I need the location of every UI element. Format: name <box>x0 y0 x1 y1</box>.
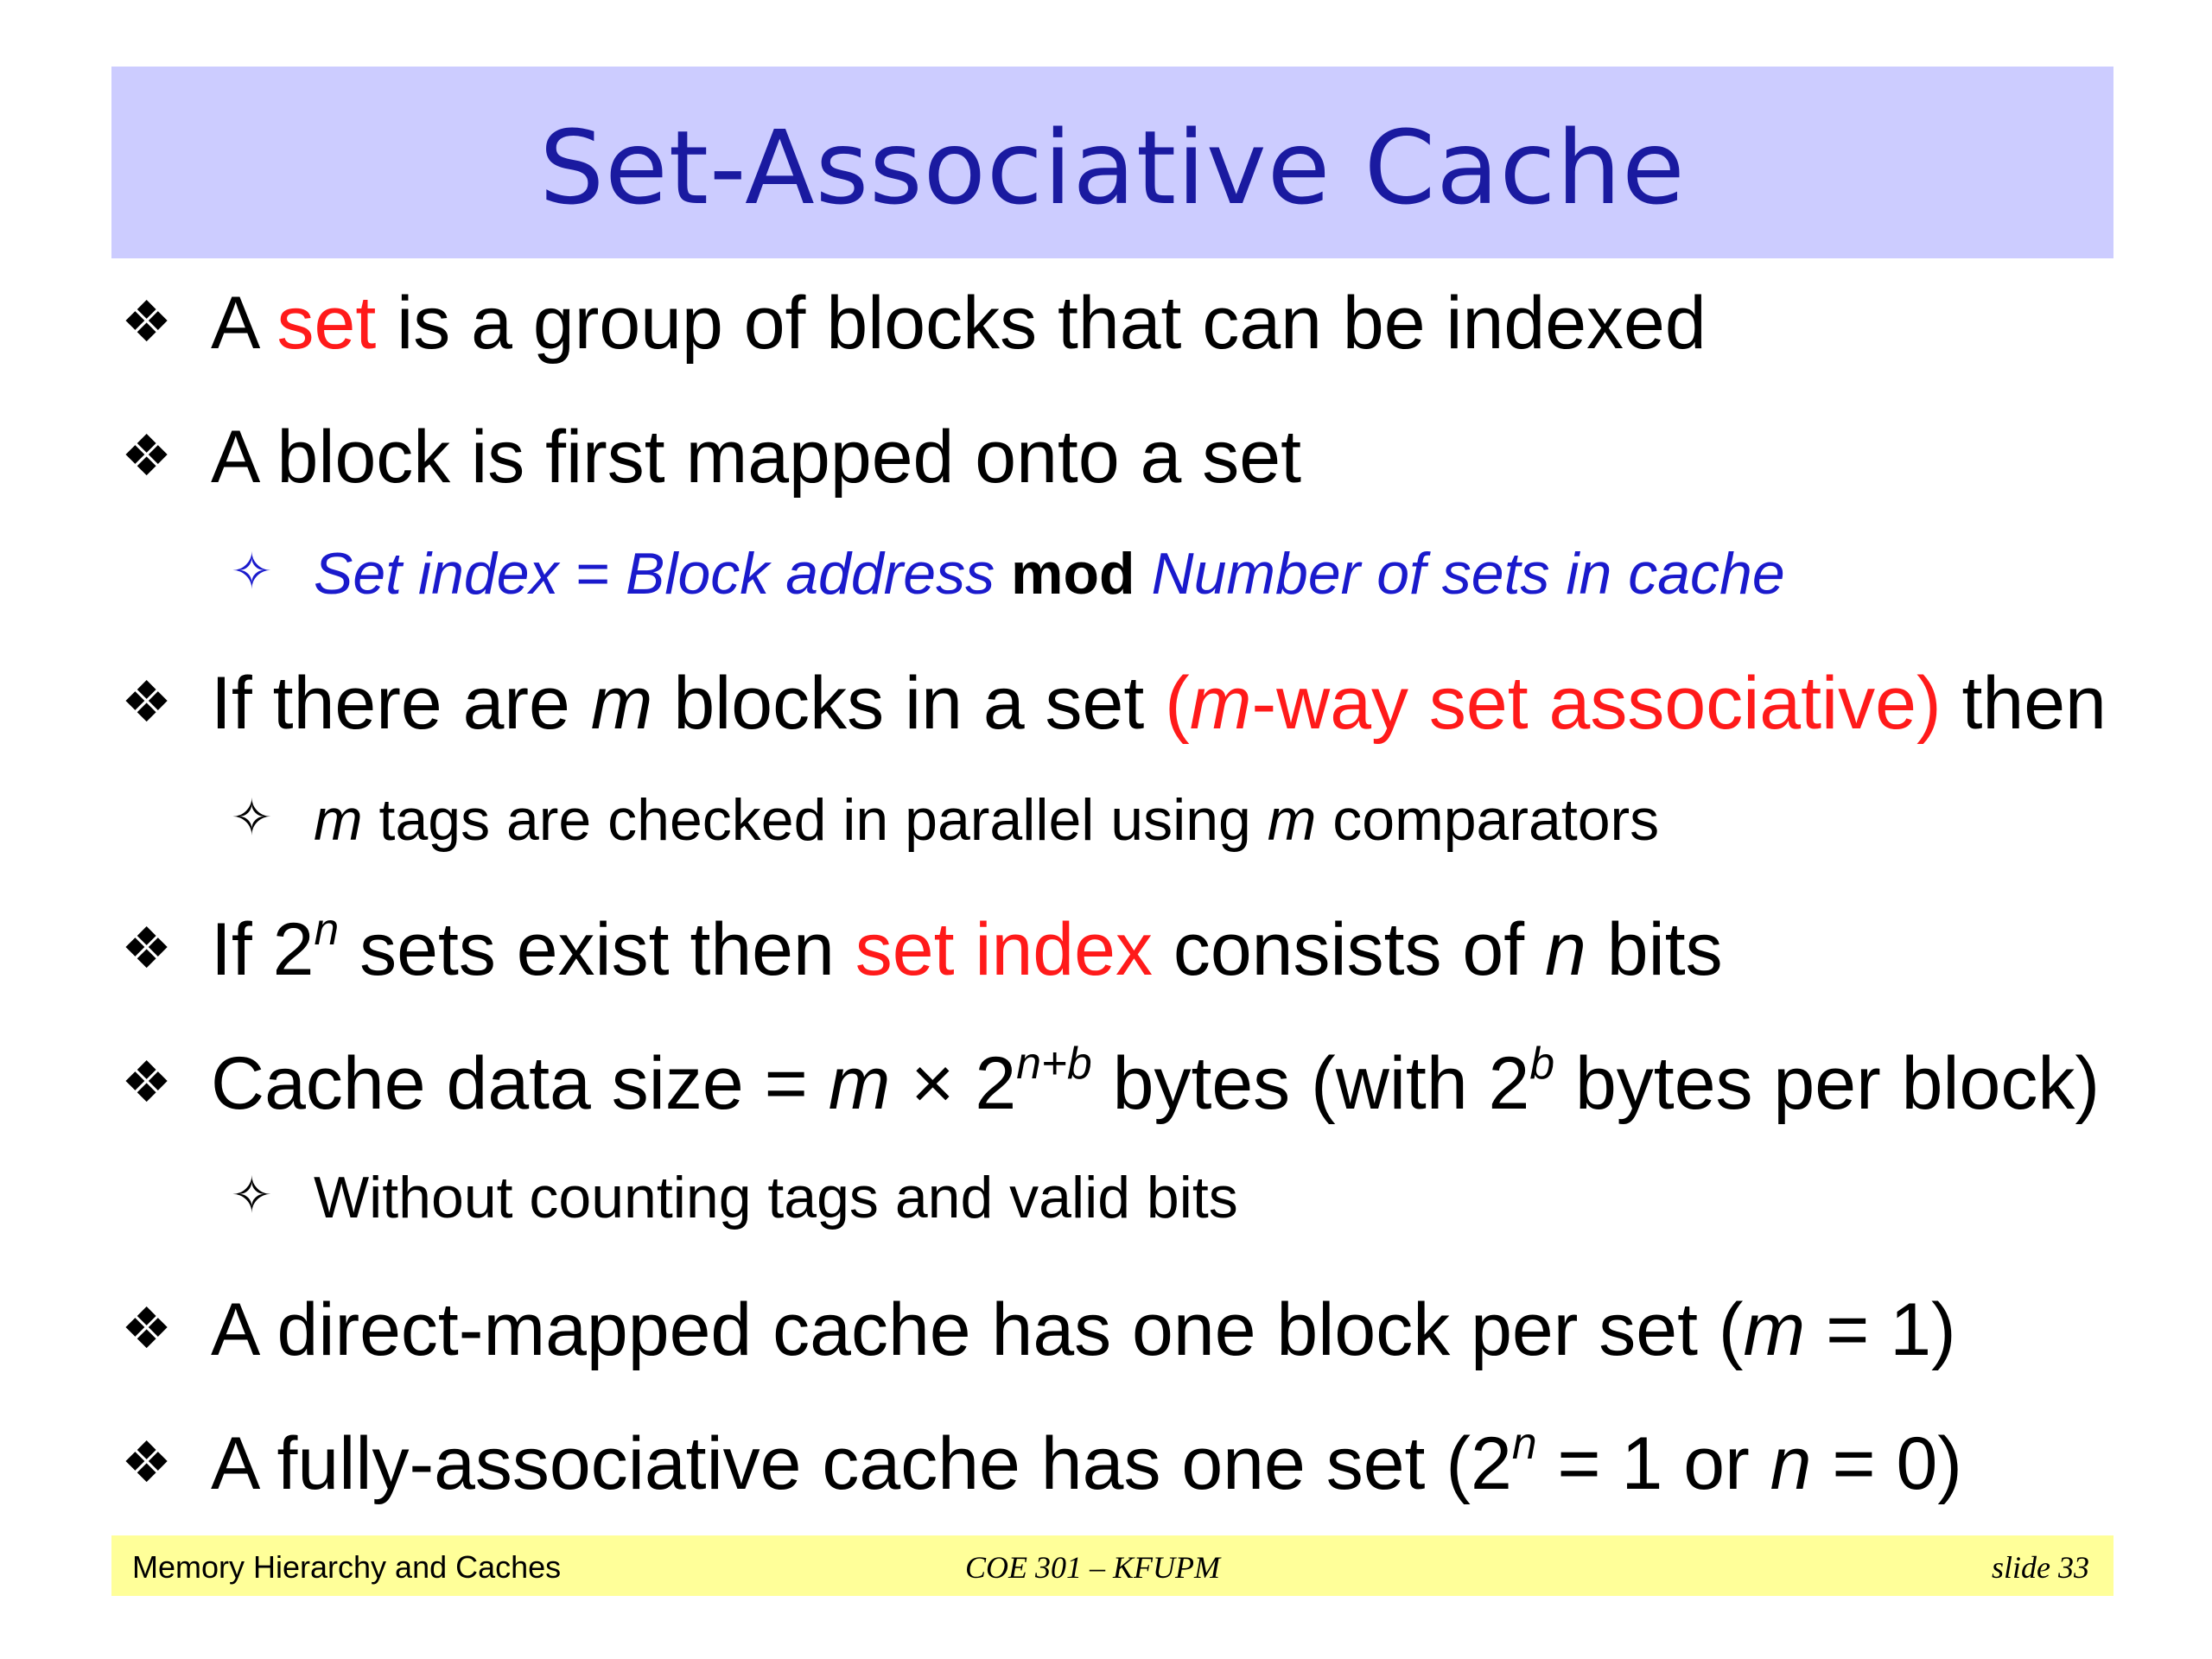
bullet-set-definition: ❖ A set is a group of blocks that can be indexed <box>121 282 1707 365</box>
sub-bullet-tags-checked: ✧ m tags are checked in parallel using m comparators <box>231 787 1660 853</box>
term-set-index: set index <box>855 908 1153 991</box>
bullet-direct-mapped: ❖ A direct-mapped cache has one block per set (m = 1) <box>121 1288 1956 1371</box>
slide-footer <box>111 1535 2113 1596</box>
sub-bullet-set-index-formula: ✧ Set index = Block address mod Number of sets in cache <box>231 541 1785 607</box>
diamond-bullet-icon: ❖ <box>121 289 173 355</box>
bullet-fully-associative: ❖ A fully-associative cache has one set ($2^n = 1$ or n = 0) <box>121 1418 1962 1505</box>
term-set: set <box>276 282 377 365</box>
bullet-cache-data-size: ❖ Cache data size = $m \times 2^{n+b}$ bytes (with 2$^b$ bytes per block) <box>121 1038 2101 1125</box>
bullet-m-way: ❖ If there are m blocks in a set (m-way set associative) then <box>121 662 2107 745</box>
mod-operator: mod <box>1011 541 1135 607</box>
star-bullet-icon: ✧ <box>231 1166 273 1224</box>
diamond-bullet-icon: ❖ <box>121 1429 173 1496</box>
title-bar <box>111 67 2113 258</box>
diamond-bullet-icon: ❖ <box>121 1295 173 1362</box>
slide-title: Set-Associative Cache <box>539 108 1686 227</box>
footer-topic: Memory Hierarchy and Caches <box>132 1549 562 1585</box>
star-bullet-icon: ✧ <box>231 542 273 601</box>
star-bullet-icon: ✧ <box>231 788 273 847</box>
diamond-bullet-icon: ❖ <box>121 423 173 489</box>
bullet-set-index-bits: ❖ If 2$^n$ sets exist then set index consists of n bits <box>121 904 1723 991</box>
footer-course: COE 301 – KFUPM <box>965 1550 1220 1585</box>
sub-bullet-without-tags: ✧ Without counting tags and valid bits <box>231 1165 1238 1230</box>
footer-slide-number: slide 33 <box>1992 1550 2089 1585</box>
diamond-bullet-icon: ❖ <box>121 669 173 735</box>
bullet-block-mapping: ❖ A block is first mapped onto a set <box>121 416 1301 499</box>
diamond-bullet-icon: ❖ <box>121 915 173 982</box>
term-m-way-set-associative: -way set associative) <box>1251 662 1942 745</box>
diamond-bullet-icon: ❖ <box>121 1049 173 1116</box>
